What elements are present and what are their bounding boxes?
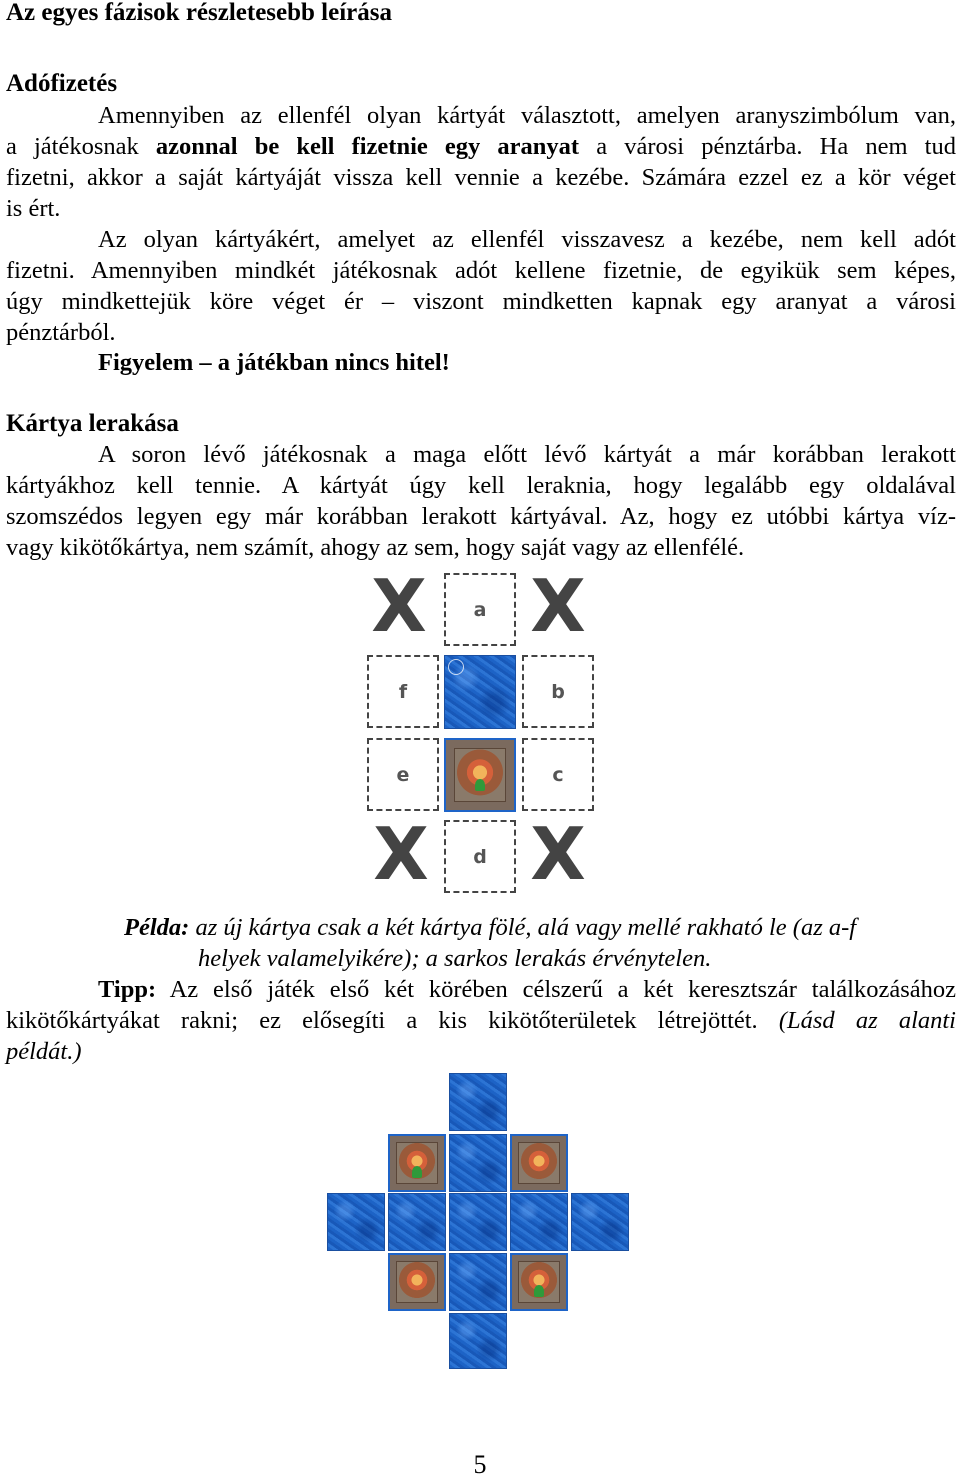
tax-paragraph-1-line-2 [6, 131, 956, 162]
harbor-card [444, 738, 516, 812]
slot-e [367, 738, 439, 811]
invalid-corner-mark-bottom-left: X [373, 812, 429, 896]
figure-icon [475, 779, 485, 791]
figure-icon [412, 1166, 422, 1178]
tax-warning: Figyelem – a játékban nincs hitel! [98, 349, 450, 376]
slot-label: a [473, 598, 487, 621]
slot-b [522, 655, 594, 728]
water-card [449, 1134, 507, 1192]
slot-d [444, 820, 516, 893]
example-line-2: helyek valamelyikére); a sarkos lerakás érvénytelen. [198, 945, 712, 972]
slot-label: b [551, 680, 565, 703]
harbor-card [388, 1253, 446, 1311]
tax-emphasis: azonnal be kell fizetnie egy aranyat [155, 133, 580, 160]
tax-text: a játékosnak [6, 133, 156, 160]
invalid-corner-mark-bottom-right: X [530, 812, 586, 896]
tax-paragraph-2-line-3: úgy mindkettejük köre véget ér – viszont mindketten kapnak egy aranyat a városi [6, 288, 956, 315]
water-card [388, 1193, 446, 1251]
slot-label: c [552, 763, 564, 786]
tax-paragraph-1-line-4: is ért. [6, 195, 61, 222]
harbor-image [454, 748, 506, 802]
tip-line-2 [6, 1005, 956, 1036]
slot-f [367, 655, 439, 728]
slot-label: e [396, 763, 410, 786]
page-heading: Az egyes fázisok részletesebb leírása [6, 0, 392, 26]
tax-paragraph-2-line-4: pénztárból. [6, 319, 116, 346]
water-card [449, 1313, 507, 1369]
tax-paragraph-2-line-1: Az olyan kártyákért, amelyet az ellenfél visszavesz a kezébe, nem kell adót [98, 226, 956, 253]
invalid-corner-mark-top-right: X [530, 564, 586, 648]
section-title-tax: Adófizetés [6, 70, 118, 97]
tax-paragraph-1-line-3: fizetni, akkor a saját kártyáját vissza kell vennie a kezébe. Számára ezzel ez a kör véget [6, 164, 956, 191]
invalid-corner-mark-top-left: X [371, 564, 427, 648]
tax-paragraph-2-line-2: fizetni. Amennyiben mindkét játékosnak adót kellene fizetnie, de egyikük sem képes, [6, 257, 956, 284]
example-label: Példa: [124, 914, 190, 941]
page-number: 5 [473, 1450, 487, 1479]
tip-reference: (Lásd az alanti [778, 1007, 956, 1034]
tip-label: Tipp: [98, 976, 157, 1003]
water-card [571, 1193, 629, 1251]
tip-line-3: példát.) [6, 1038, 82, 1065]
harbor-image [518, 1142, 560, 1184]
water-card [510, 1193, 568, 1251]
placement-line-2: kártyákhoz kell tennie. A kártyát úgy kell leraknia, hogy legalább egy oldalával [6, 472, 956, 499]
harbor-card [388, 1134, 446, 1192]
water-card [449, 1253, 507, 1311]
water-card [327, 1193, 385, 1251]
slot-c [522, 738, 594, 811]
harbor-card [510, 1134, 568, 1192]
tax-paragraph-1-line-1: Amennyiben az ellenfél olyan kártyát választott, amelyen aranyszimbólum van, [98, 102, 956, 129]
example-text: az új kártya csak a két kártya fölé, alá vagy mellé rakható le (az a-f [189, 914, 857, 941]
section-title-placement: Kártya lerakása [6, 410, 179, 437]
placement-line-1: A soron lévő játékosnak a maga előtt lévő kártyát a már korábban lerakott [98, 441, 956, 468]
example-line-1 [6, 912, 956, 943]
water-card [449, 1073, 507, 1131]
tip-text: kikötőkártyákat rakni; ez elősegíti a kis kikötőterületek létrejöttét. [6, 1007, 779, 1034]
harbor-card [510, 1253, 568, 1311]
placement-line-3: szomszédos legyen egy már korábban lerakott kártyával. Az, hogy ez utóbbi kártya víz- [6, 503, 956, 530]
placement-line-4: vagy kikötőkártya, nem számít, ahogy az sem, hogy saját vagy az ellenfélé. [6, 534, 745, 561]
slot-a [444, 573, 516, 646]
figure-icon [534, 1285, 544, 1297]
slot-label: d [473, 845, 487, 868]
harbor-image [396, 1261, 438, 1303]
slot-label: f [398, 680, 408, 703]
card-symbol-icon [448, 659, 464, 675]
tip-line-1 [6, 974, 956, 1005]
tip-text: Az első játék első két körében célszerű a két keresztszár találkozásához [156, 976, 956, 1003]
water-card [449, 1193, 507, 1251]
tax-text: a városi pénztárba. Ha nem tud [579, 133, 956, 160]
water-card [444, 655, 516, 729]
